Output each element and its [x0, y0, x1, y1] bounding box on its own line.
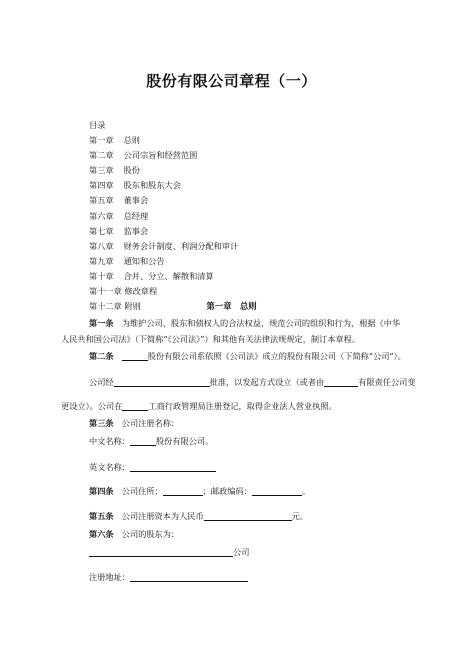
text-fragment: 有限责任公司变 [358, 377, 416, 387]
toc-item [89, 133, 238, 148]
blank-line [122, 351, 148, 361]
article-3 [89, 418, 179, 429]
field-label: 公司住所： [121, 486, 163, 496]
text-fragment: 批准，以发起方式设立（或者由 [209, 377, 325, 387]
toc-item [89, 193, 238, 208]
article-text: 公司注册名称： [121, 418, 180, 428]
toc-item-name: 通知和公告 [123, 255, 165, 266]
toc-item-name: 修改章程 [124, 286, 158, 297]
toc-item [89, 148, 238, 163]
chapter-heading: 第一章 总则 [206, 301, 257, 311]
article-6 [89, 529, 179, 540]
field-label: 英文名称： [89, 462, 130, 472]
english-name-line [89, 462, 216, 473]
blank-line [89, 547, 233, 557]
toc-item-number: 第六章 [89, 210, 114, 221]
toc-item-name: 公司宗旨和经营范围 [123, 150, 198, 161]
text-fragment: 公司经 [89, 377, 114, 387]
article-label: 第五条 [89, 511, 114, 521]
text-fragment: 工商行政管理局注册登记，取得企业法人营业执照。 [148, 401, 337, 411]
article-label: 第一条 [89, 318, 114, 328]
article-1-line-2: 人民共和国公司法》（下简称“《公司法》”）和其他有关法律法规规定，制订本章程。 [61, 334, 361, 344]
toc-item-number: 第四章 [89, 180, 114, 191]
establishment-line-2 [61, 401, 337, 412]
toc-item-number: 第七章 [89, 225, 114, 236]
toc-item-number: 第九章 [89, 255, 114, 266]
text-fragment: 。 [301, 486, 311, 496]
toc-item-name: 财务会计制度、利润分配和审计 [123, 240, 239, 251]
toc-item [89, 224, 238, 239]
toc-item-name: 股东和股东大会 [123, 180, 181, 191]
text-fragment: 股份有限公司。 [155, 436, 214, 446]
blank-line [130, 436, 156, 446]
toc-item-name: 合并、分立、解散和清算 [123, 270, 214, 281]
toc-item-name: 监事会 [123, 225, 149, 236]
toc-item-name: 总经理 [123, 210, 149, 221]
article-label: 第四条 [89, 486, 114, 496]
field-label: 中文名称： [89, 436, 130, 446]
toc-item-number: 第十二章 [89, 301, 122, 312]
toc-item-number: 第十一章 [89, 286, 122, 297]
blank-line [122, 401, 148, 411]
document-title: 股份有限公司章程（一） [146, 72, 317, 90]
blank-line [324, 377, 358, 387]
toc-item-number: 第五章 [89, 195, 114, 206]
field-label: 注册地址： [89, 572, 130, 582]
article-4 [89, 486, 310, 497]
toc-item [89, 254, 238, 269]
table-of-contents [89, 118, 238, 314]
blank-line [114, 377, 210, 387]
toc-item-name: 附则 [124, 301, 141, 312]
toc-heading: 目录 [89, 120, 106, 130]
blank-line [163, 486, 203, 496]
article-text: 为维护公司、股东和债权人的合法权益，规范公司的组织和行为，根据《中华 [121, 318, 401, 328]
article-text: 公司的股东为： [121, 529, 180, 539]
toc-item [89, 269, 238, 284]
toc-item-name: 总则 [123, 135, 140, 146]
toc-item [89, 209, 238, 224]
field-label: ；邮政编码： [202, 486, 252, 496]
toc-item-number: 第八章 [89, 240, 114, 251]
text-fragment: 公司 [233, 547, 250, 557]
toc-item [89, 178, 238, 193]
article-text: 公司注册资本为人民币 [121, 511, 204, 521]
article-label: 第二条 [89, 351, 114, 361]
blank-line [130, 572, 248, 582]
article-1-line-1 [89, 318, 400, 329]
toc-item-name: 股份 [123, 165, 140, 176]
blank-line [252, 486, 302, 496]
toc-item-name: 董事会 [123, 195, 149, 206]
toc-item-number: 第一章 [89, 135, 114, 146]
text-fragment: 更设立）。公司在 [61, 401, 123, 411]
toc-item [89, 284, 238, 299]
registered-address-line [89, 572, 248, 583]
chinese-name-line [89, 436, 213, 447]
article-label: 第六条 [89, 529, 114, 539]
toc-item-number: 第十章 [89, 270, 114, 281]
text-fragment: 元。 [291, 511, 309, 521]
article-2 [89, 351, 406, 362]
toc-item [89, 239, 238, 254]
blank-line [130, 462, 216, 472]
toc-item [89, 163, 238, 178]
shareholder-company-line [89, 547, 249, 558]
blank-line [204, 511, 292, 521]
article-text: 股份有限公司系依照《公司法》成立的股份有限公司（下简称“公司”）。 [147, 351, 406, 361]
toc-item-number: 第二章 [89, 150, 114, 161]
establishment-line-1 [89, 377, 416, 388]
article-label: 第三条 [89, 418, 114, 428]
article-5 [89, 511, 308, 522]
toc-item-number: 第三章 [89, 165, 114, 176]
